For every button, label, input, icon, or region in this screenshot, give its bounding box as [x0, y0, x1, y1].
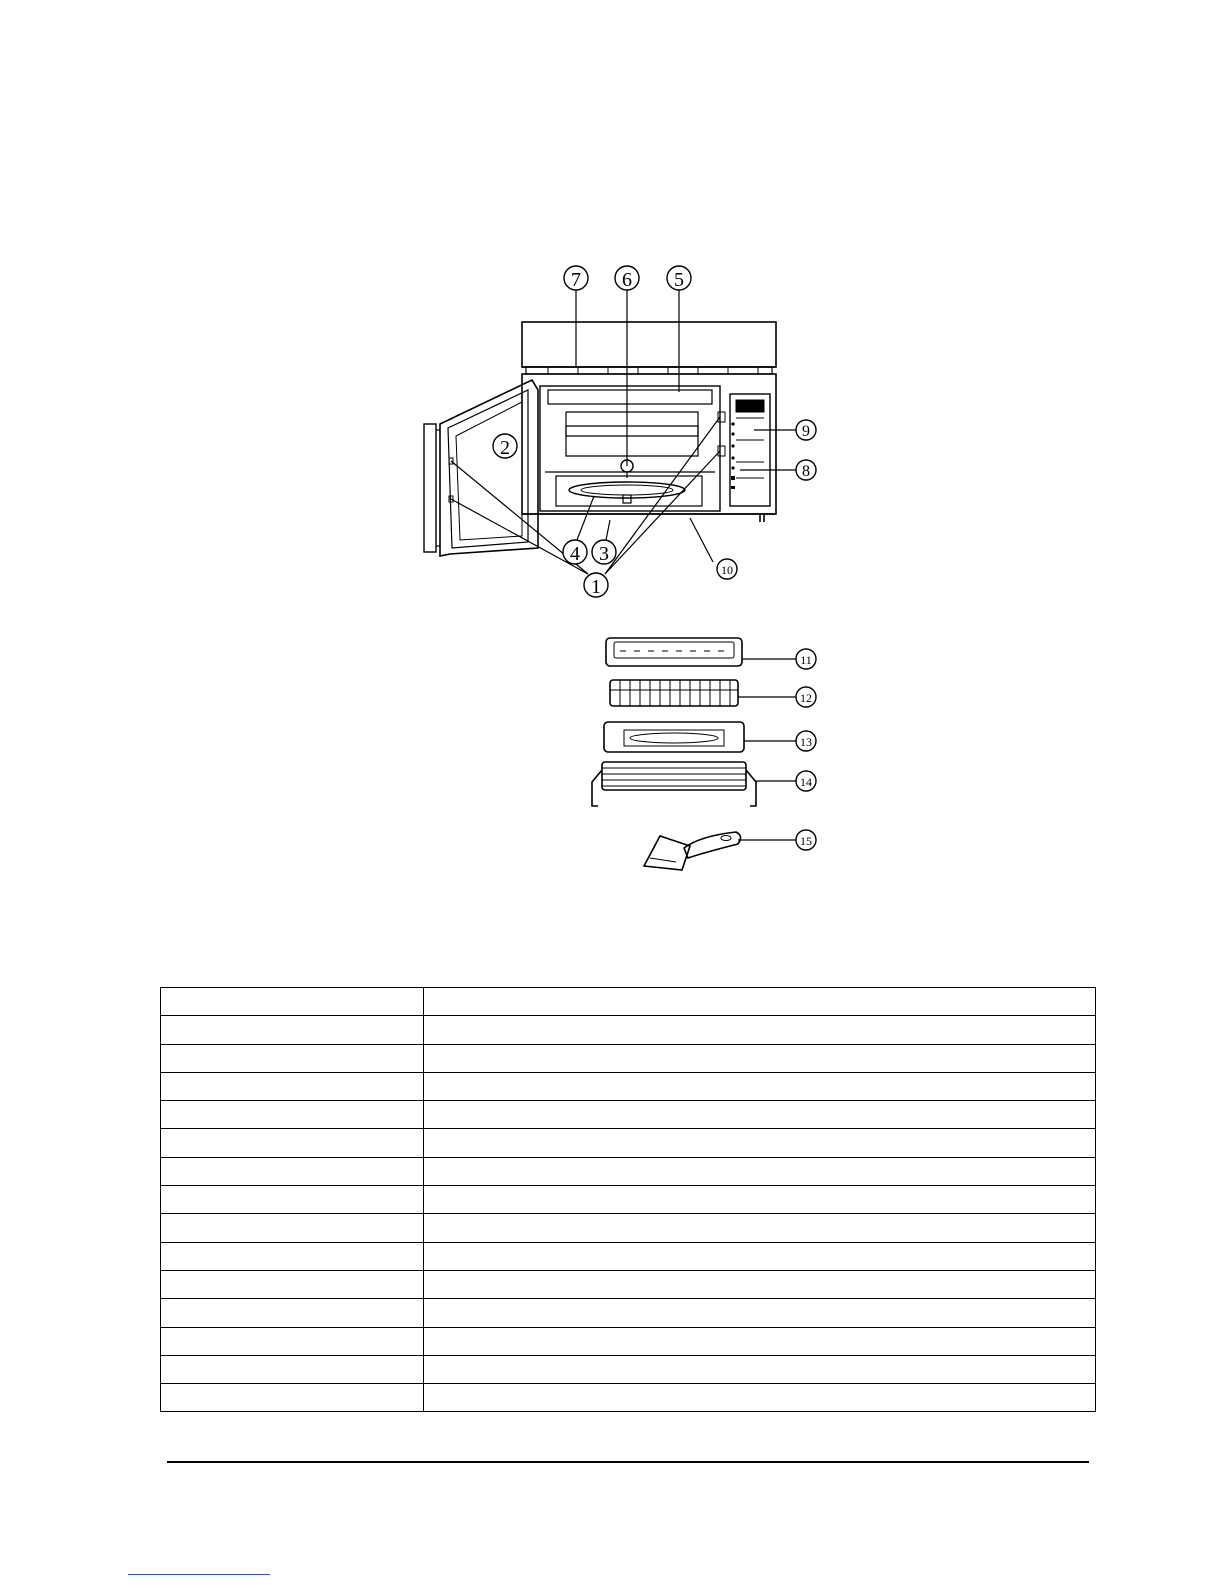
part-number-cell	[161, 1016, 424, 1044]
callout-14	[796, 771, 816, 791]
part-name-cell	[424, 1101, 1096, 1129]
table-row	[161, 1242, 1096, 1270]
svg-text:15: 15	[800, 834, 812, 848]
part-name-cell	[424, 1270, 1096, 1298]
part-name-cell	[424, 1016, 1096, 1044]
part-number-cell	[161, 1327, 424, 1355]
part-name-cell	[424, 1214, 1096, 1242]
table-row	[161, 1214, 1096, 1242]
callout-15	[796, 830, 816, 850]
part-number-cell	[161, 1242, 424, 1270]
part-name-cell	[424, 1186, 1096, 1214]
callout-2	[493, 434, 517, 459]
oven-hood	[522, 322, 776, 374]
table-row	[161, 1299, 1096, 1327]
svg-text:5: 5	[674, 269, 684, 291]
callout-6	[615, 266, 639, 291]
callout-3	[592, 540, 616, 565]
svg-text:14: 14	[800, 775, 812, 789]
table-row	[161, 1129, 1096, 1157]
svg-text:3: 3	[599, 543, 609, 565]
leader-lines	[451, 290, 796, 840]
callout-4	[563, 540, 587, 565]
svg-text:11: 11	[800, 653, 812, 667]
part-name-cell	[424, 988, 1096, 1016]
part-name-cell	[424, 1157, 1096, 1185]
table-row	[161, 1355, 1096, 1383]
svg-text:2: 2	[500, 437, 510, 459]
part-number-cell	[161, 988, 424, 1016]
part-number-cell	[161, 1384, 424, 1412]
table-row	[161, 1072, 1096, 1100]
table-row	[161, 1327, 1096, 1355]
bottom-rule	[167, 1461, 1089, 1463]
part-number-cell	[161, 1129, 424, 1157]
table-row	[161, 1016, 1096, 1044]
part-name-cell	[424, 1355, 1096, 1383]
svg-text:10: 10	[721, 563, 733, 577]
part-name-cell	[424, 1072, 1096, 1100]
svg-text:6: 6	[622, 269, 632, 291]
part-number-cell	[161, 1157, 424, 1185]
part-number-cell	[161, 1299, 424, 1327]
callout-11	[796, 649, 816, 669]
callout-12	[796, 687, 816, 707]
part-number-cell	[161, 1214, 424, 1242]
part-name-cell	[424, 1299, 1096, 1327]
parts-table	[160, 987, 1096, 1412]
part-name-cell	[424, 1242, 1096, 1270]
table-row	[161, 1157, 1096, 1185]
accessory-peel	[644, 832, 741, 870]
part-name-cell	[424, 1129, 1096, 1157]
table-row	[161, 1270, 1096, 1298]
callout-13	[796, 731, 816, 751]
table-row	[161, 1384, 1096, 1412]
svg-text:12: 12	[800, 691, 812, 705]
footer-link-underline[interactable]	[128, 1574, 270, 1575]
part-number-cell	[161, 1101, 424, 1129]
part-number-cell	[161, 1355, 424, 1383]
accessory-tray	[606, 638, 742, 666]
svg-text:8: 8	[802, 463, 810, 480]
svg-text:1: 1	[591, 576, 601, 598]
part-number-cell	[161, 1044, 424, 1072]
part-number-cell	[161, 1270, 424, 1298]
svg-text:4: 4	[570, 543, 580, 565]
accessory-rack	[610, 680, 738, 706]
svg-text:9: 9	[802, 423, 810, 440]
part-number-cell	[161, 1186, 424, 1214]
part-name-cell	[424, 1327, 1096, 1355]
part-number-cell	[161, 1072, 424, 1100]
table-row	[161, 1186, 1096, 1214]
oven-cabinet	[522, 374, 776, 522]
oven-door	[424, 380, 538, 556]
callout-1	[584, 573, 608, 598]
accessory-grill	[592, 762, 756, 806]
part-name-cell	[424, 1384, 1096, 1412]
callout-8	[796, 460, 816, 480]
callout-5	[667, 266, 691, 291]
accessory-pan	[604, 722, 744, 752]
table-row	[161, 1044, 1096, 1072]
table-row	[161, 1101, 1096, 1129]
callout-10	[717, 559, 737, 579]
control-panel	[730, 394, 770, 506]
callout-9	[796, 420, 816, 440]
callout-7	[564, 266, 588, 291]
parts-table-body	[161, 988, 1096, 1412]
svg-text:13: 13	[800, 735, 812, 749]
table-row	[161, 988, 1096, 1016]
svg-text:7: 7	[571, 269, 581, 291]
part-name-cell	[424, 1044, 1096, 1072]
